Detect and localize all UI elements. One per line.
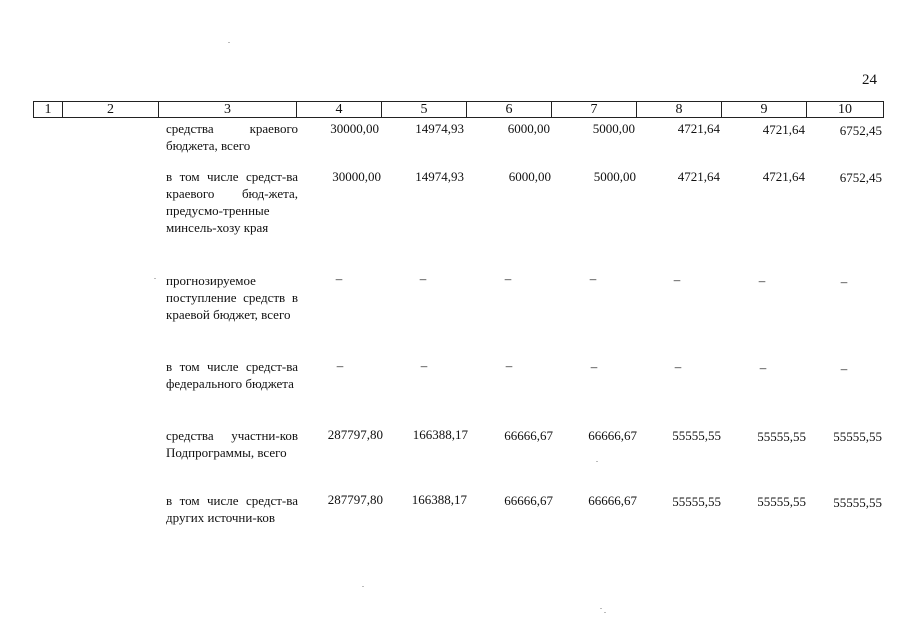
row-value-col10: 6752,45 (839, 123, 882, 138)
row-value-col4: 30000,00 (330, 121, 379, 136)
header-col-10: 10 (807, 102, 884, 118)
row-value-col8: 55555,55 (672, 494, 721, 509)
row-dash-col8: – (674, 359, 682, 374)
row-dash-col7: – (590, 359, 598, 374)
header-col-5: 5 (382, 102, 467, 118)
row-dash-col10: – (840, 274, 848, 289)
row-label: средства краевого бюджета, всего (166, 121, 298, 153)
header-col-7: 7 (552, 102, 637, 118)
header-col-1: 1 (34, 102, 63, 118)
row-dash-col5: – (420, 358, 428, 373)
table-header-row (33, 101, 884, 118)
row-dash-col6: – (504, 271, 512, 286)
row-dash-col4: – (336, 358, 344, 373)
page-number: 24 (862, 72, 877, 88)
row-value-col10: 55555,55 (833, 495, 882, 510)
row-label: средства участни-ков Подпрограммы, всего (166, 428, 298, 460)
row-value-col10: 6752,45 (839, 170, 882, 185)
row-value-col6: 66666,67 (504, 493, 553, 508)
row-dash-col5: – (419, 271, 427, 286)
row-value-col6: 6000,00 (508, 169, 551, 184)
row-value-col5: 166388,17 (412, 427, 468, 442)
scan-speck (228, 42, 230, 43)
row-dash-col4: – (335, 271, 343, 286)
row-label: в том числе средст-ва федерального бюджета (166, 359, 298, 391)
row-value-col6: 66666,67 (504, 428, 553, 443)
row-value-col9: 4721,64 (762, 169, 805, 184)
scan-speck (362, 586, 364, 587)
scan-speck (154, 278, 156, 279)
header-col-3: 3 (159, 102, 297, 118)
row-dash-col6: – (505, 358, 513, 373)
scan-speck (604, 612, 606, 613)
row-value-col4: 287797,80 (327, 492, 383, 507)
row-value-col7: 5000,00 (593, 169, 636, 184)
row-label: в том числе средст-ва других источни-ков (166, 493, 298, 525)
scan-speck (596, 461, 598, 462)
row-value-col8: 4721,64 (677, 169, 720, 184)
scan-speck (600, 608, 602, 609)
row-dash-col9: – (759, 360, 767, 375)
header-col-4: 4 (297, 102, 382, 118)
row-value-col6: 6000,00 (507, 121, 550, 136)
header-col-9: 9 (722, 102, 807, 118)
row-dash-col8: – (673, 272, 681, 287)
row-label: в том числе средст-ва краевого бюд-жета, предусмо-тренные минсель-хозу края (166, 169, 298, 235)
header-col-8: 8 (637, 102, 722, 118)
row-dash-col7: – (589, 271, 597, 286)
row-value-col5: 166388,17 (411, 492, 467, 507)
row-value-col10: 55555,55 (833, 429, 882, 444)
row-value-col9: 55555,55 (757, 429, 806, 444)
header-col-2: 2 (63, 102, 159, 118)
header-col-6: 6 (467, 102, 552, 118)
row-value-col9: 55555,55 (757, 494, 806, 509)
row-value-col8: 4721,64 (677, 121, 720, 136)
row-value-col7: 5000,00 (592, 121, 635, 136)
row-value-col8: 55555,55 (672, 428, 721, 443)
row-value-col4: 30000,00 (332, 169, 381, 184)
row-value-col7: 66666,67 (588, 428, 637, 443)
row-label: прогнозируемое поступление средств в краевой бюджет, всего (166, 273, 298, 322)
row-value-col4: 287797,80 (327, 427, 383, 442)
row-dash-col9: – (758, 273, 766, 288)
row-dash-col10: – (840, 361, 848, 376)
row-value-col5: 14974,93 (415, 169, 464, 184)
row-value-col7: 66666,67 (588, 493, 637, 508)
row-value-col5: 14974,93 (415, 121, 464, 136)
row-value-col9: 4721,64 (762, 122, 805, 137)
